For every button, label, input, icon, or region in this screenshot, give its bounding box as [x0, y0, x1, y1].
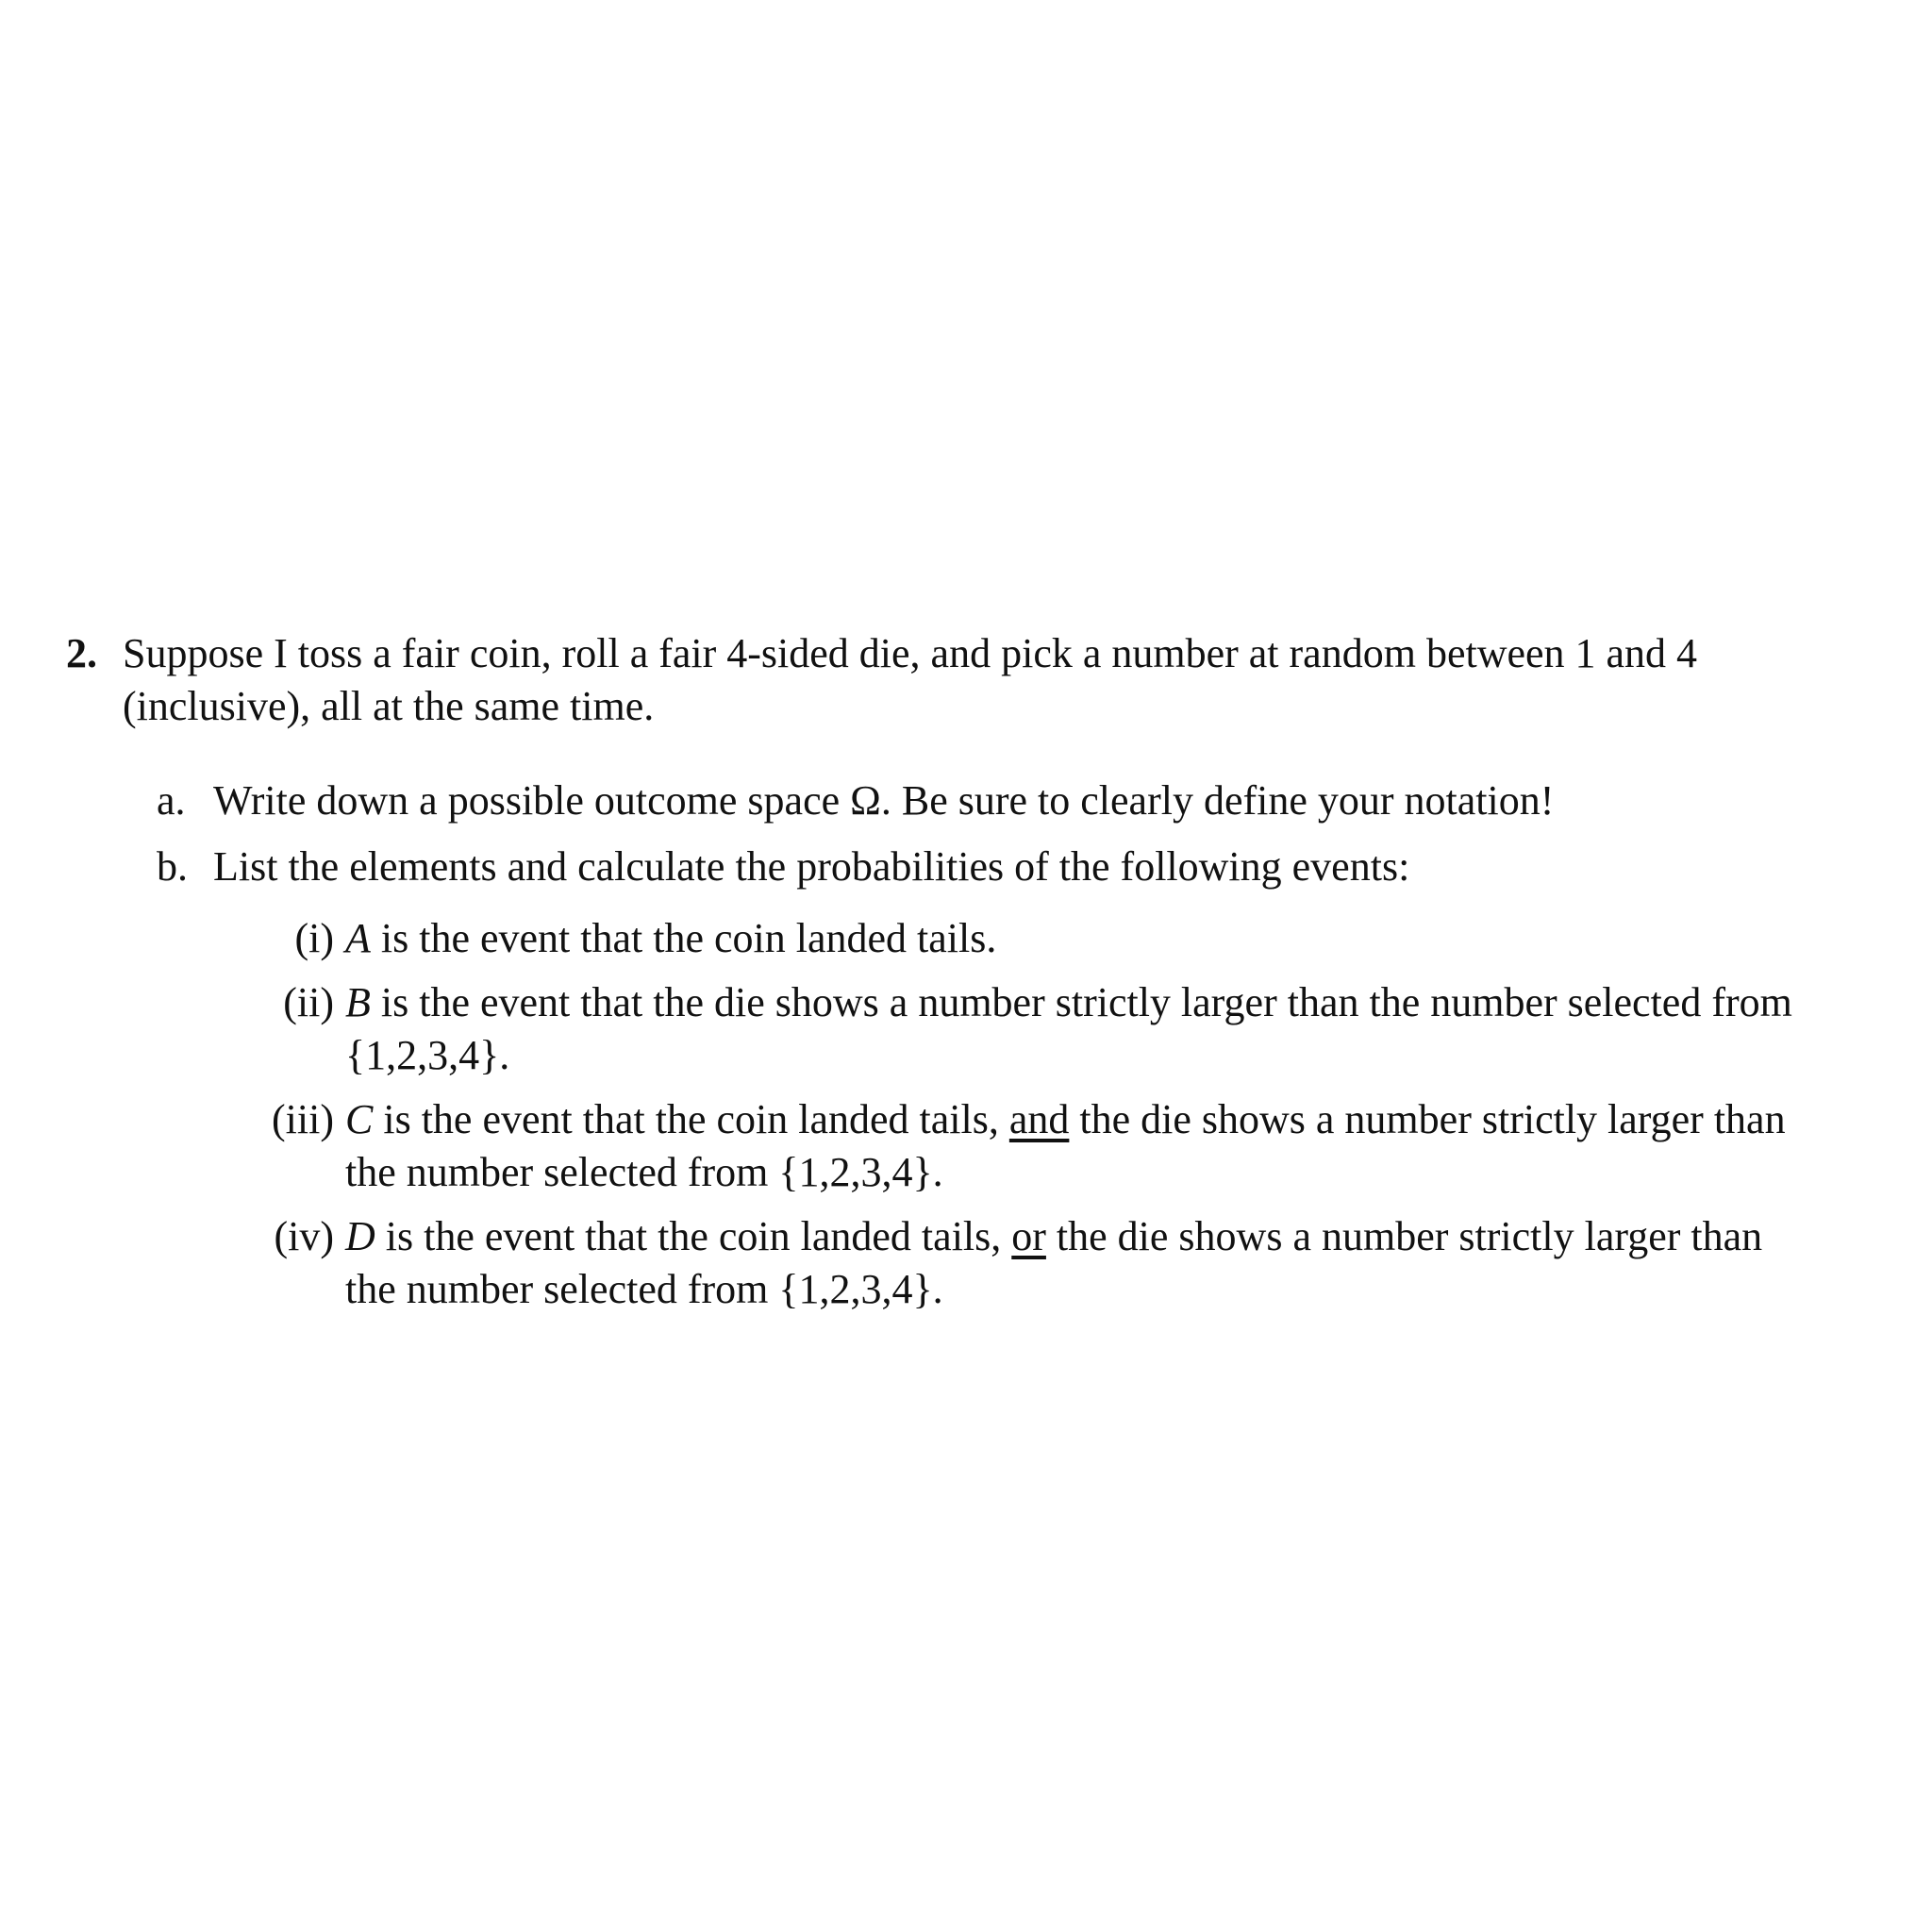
subpart-i-label: (i)	[294, 915, 334, 961]
subpart-ii-label: (ii)	[283, 979, 334, 1025]
subpart-iii-label: (iii)	[272, 1096, 334, 1142]
part-b-text: List the elements and calculate the probabilities of the following events:	[213, 843, 1410, 890]
subpart-iii-text-before: is the event that the coin landed tails,	[373, 1096, 1009, 1142]
event-d-symbol: D	[345, 1213, 375, 1259]
event-b-symbol: B	[345, 979, 371, 1025]
problem-parts	[157, 774, 1821, 1316]
subpart-iv-label: (iv)	[274, 1213, 334, 1259]
subpart-iv-text-before: is the event that the coin landed tails,	[375, 1213, 1012, 1259]
part-a-label: a.	[157, 777, 186, 824]
subpart-ii-text: is the event that the die shows a number strictly larger than the number selected from {1,2,3,4}.	[345, 979, 1792, 1078]
part-a-text: Write down a possible outcome space Ω. Be sure to clearly define your notation!	[213, 777, 1555, 824]
part-a	[157, 774, 1821, 827]
event-a-symbol: A	[345, 915, 371, 961]
problem-2	[66, 627, 1821, 1329]
subpart-i	[255, 912, 1821, 965]
subpart-iv-text-after: the die shows a number strictly larger than the number selected from {1,2,3,4}.	[345, 1213, 1763, 1312]
part-b-subparts	[255, 912, 1821, 1316]
event-c-symbol: C	[345, 1096, 374, 1142]
subpart-iii-emphasis: and	[1008, 1096, 1070, 1142]
subpart-i-text: is the event that the coin landed tails.	[370, 915, 997, 961]
part-b	[157, 841, 1821, 1316]
subpart-ii	[255, 976, 1821, 1082]
subpart-iii-text-after: the die shows a number strictly larger than the number selected from {1,2,3,4}.	[345, 1096, 1786, 1195]
subpart-iv-emphasis: or	[1011, 1213, 1046, 1259]
problem-stem-text: Suppose I toss a fair coin, roll a fair 4-sided die, and pick a number at random between 1 and 4 (inclusive), all at the same time.	[123, 630, 1698, 729]
subpart-iii	[255, 1093, 1821, 1199]
problem-number: 2.	[66, 630, 97, 676]
problem-stem	[66, 627, 1821, 733]
part-b-label: b.	[157, 843, 188, 890]
subpart-iv	[255, 1210, 1821, 1316]
